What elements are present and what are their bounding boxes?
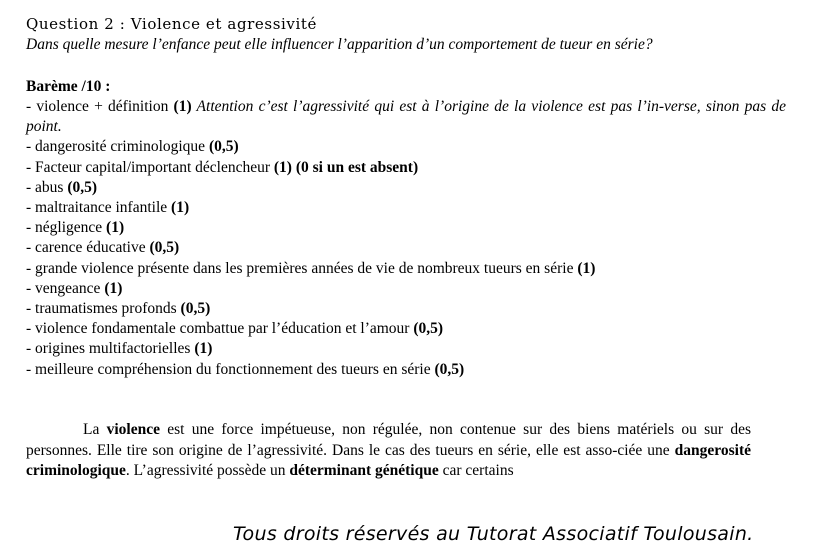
bareme-item-text: - vengeance bbox=[26, 279, 105, 297]
answer-paragraph bbox=[26, 420, 751, 482]
bareme-item bbox=[26, 158, 786, 178]
bareme-item-text: - violence fondamentale combattue par l’éducation et l’amour bbox=[26, 320, 414, 338]
bareme-item-points: (1) bbox=[173, 98, 192, 115]
bareme-item-points: (0,5) bbox=[413, 320, 444, 338]
bareme-item-text: - négligence bbox=[26, 219, 107, 237]
bareme-item-text: - meilleure compréhension du fonctionnement des tueurs en série bbox=[26, 360, 435, 378]
bareme-item bbox=[26, 299, 786, 319]
bareme-item-points: (1) bbox=[171, 199, 190, 217]
para-bold-violence: violence bbox=[106, 421, 160, 438]
para-bold-dangerosite: dangerosité criminologique bbox=[26, 441, 751, 479]
bareme-item-points: (0,5) bbox=[67, 178, 98, 196]
bareme-item-text: - abus bbox=[26, 178, 68, 196]
para-text-1: La bbox=[83, 421, 107, 438]
exam-page bbox=[26, 14, 786, 380]
bareme-item bbox=[26, 360, 786, 380]
bareme-item-text: - maltraitance infantile bbox=[26, 199, 172, 217]
bareme-item-note: Attention c’est l’agressivité qui est à l’origine de la violence est pas l’in-verse, sinon pas de point. bbox=[26, 98, 786, 136]
question-title: Question 2 : Violence et agressivité bbox=[26, 15, 317, 33]
bareme-item-text: - traumatismes profonds bbox=[26, 300, 181, 318]
bareme-item-points: (0,5) bbox=[434, 360, 465, 378]
bareme-item bbox=[26, 178, 786, 198]
bareme-item bbox=[26, 198, 786, 218]
bareme-item bbox=[26, 319, 786, 339]
bareme-item-text: - violence + définition bbox=[26, 98, 174, 115]
bareme-item bbox=[26, 279, 786, 299]
bareme-item bbox=[26, 97, 786, 137]
question-subtitle: Dans quelle mesure l’enfance peut elle influencer l’apparition d’un comportement de tueur en série? bbox=[26, 36, 653, 53]
bareme-item-points: (0,5) bbox=[208, 138, 239, 156]
bareme-item bbox=[26, 238, 786, 258]
bareme-item-text: - origines multifactorielles bbox=[26, 340, 195, 358]
bareme-item-text: - carence éducative bbox=[26, 239, 150, 257]
bareme-item-points: (0,5) bbox=[180, 300, 211, 318]
copyright-footer: Tous droits réservés au Tutorat Associatif Toulousain. bbox=[233, 523, 754, 545]
para-text-4: car certains bbox=[438, 462, 514, 479]
bareme-item-points: (1) bbox=[194, 340, 213, 358]
bareme-item bbox=[26, 259, 786, 279]
bareme-item bbox=[26, 339, 786, 359]
bareme-item-points: (1) bbox=[106, 219, 125, 237]
bareme-item-text: - dangerosité criminologique bbox=[26, 138, 209, 156]
bareme-heading: Barème /10 : bbox=[26, 78, 111, 95]
bareme-item bbox=[26, 218, 786, 238]
bareme-item-points: (0,5) bbox=[149, 239, 180, 257]
bareme-item bbox=[26, 137, 786, 157]
bareme-item-text: - grande violence présente dans les premières années de vie de nombreux tueurs en série bbox=[26, 259, 578, 277]
para-text-3: . L’agressivité possède un bbox=[125, 462, 290, 479]
para-bold-determinant: déterminant génétique bbox=[289, 462, 439, 479]
bareme-item-text: - Facteur capital/important déclencheur bbox=[26, 158, 274, 176]
bareme-list bbox=[26, 97, 786, 380]
para-text-2: est une force impétueuse, non régulée, non contenue sur des biens matériels ou sur des personnes. Elle tire son origine de l’agressivité. Dans le cas des tueurs en série, elle est asso-ciée une bbox=[26, 421, 751, 459]
bareme-item-points: (1) (0 si un est absent) bbox=[273, 158, 419, 176]
bareme-item-points: (1) bbox=[577, 259, 596, 277]
bareme-item-points: (1) bbox=[104, 279, 123, 297]
